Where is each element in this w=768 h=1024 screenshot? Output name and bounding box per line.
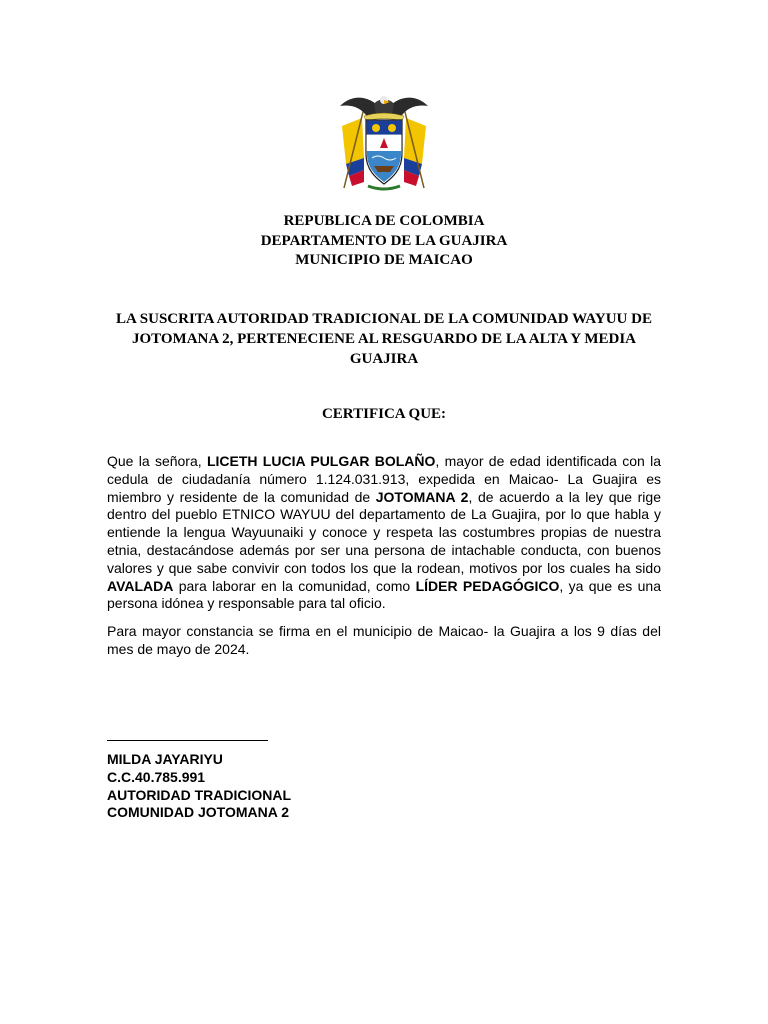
authority-title: LA SUSCRITA AUTORIDAD TRADICIONAL DE LA COMUNIDAD WAYUU DE JOTOMANA 2, PERTENECIENE AL RESGUARDO DE LA ALTA Y MEDIA GUAJIRA	[116, 311, 652, 367]
body-paragraph-2: Para mayor constancia se firma en el municipio de Maicao- la Guajira a los 9 días del mes de mayo de 2024.	[107, 623, 661, 657]
role-name: LÍDER PEDAGÓGICO	[415, 577, 560, 594]
endorsement-word: AVALADA	[107, 577, 174, 594]
paragraph-text: , ya que es una persona idónea y responsable para tal oficio.	[107, 577, 661, 612]
signature-block	[107, 751, 291, 822]
paragraph-text: , de acuerdo a la ley que rige dentro del pueblo ETNICO WAYUU del departamento de La Guajira, por lo que habla y entiende la lengua Wayuunaiki y conoce y respeta las costumbres propias de nuestra etnia, destacándose además por ser una persona de intachable conducta, con buenos valores y que sabe convivir con todos los que la rodean, motivos por los cuales ha sido	[107, 488, 661, 576]
signer-community: COMUNIDAD JOTOMANA 2	[107, 804, 290, 821]
paragraph-text: para laborar en la comunidad, como	[173, 577, 416, 594]
header-municipality: MUNICIPIO DE MAICAO	[295, 252, 473, 268]
certifica-heading: CERTIFICA QUE:	[321, 406, 447, 422]
certificate-body	[107, 453, 661, 669]
colombia-coat-of-arms-icon	[334, 88, 434, 196]
paragraph-text: Que la señora,	[107, 453, 207, 469]
paragraph-text: , mayor de edad identificada con la cedula de ciudadanía número 1.124.031.913, expedida en Maicao- La Guajira es miembro y residente de la comunidad de	[107, 453, 661, 505]
body-paragraph-1	[107, 453, 661, 613]
document-header	[0, 212, 768, 271]
signature-line	[107, 740, 268, 741]
community-name: JOTOMANA 2	[375, 488, 469, 505]
person-name: LICETH LUCIA PULGAR BOLAÑO	[206, 453, 436, 469]
signer-id: C.C.40.785.991	[107, 768, 206, 785]
header-department: DEPARTAMENTO DE LA GUAJIRA	[260, 232, 508, 249]
signer-name: MILDA JAYARIYU	[107, 751, 223, 767]
signer-title: AUTORIDAD TRADICIONAL	[107, 786, 292, 803]
header-country: REPUBLICA DE COLOMBIA	[283, 213, 485, 229]
